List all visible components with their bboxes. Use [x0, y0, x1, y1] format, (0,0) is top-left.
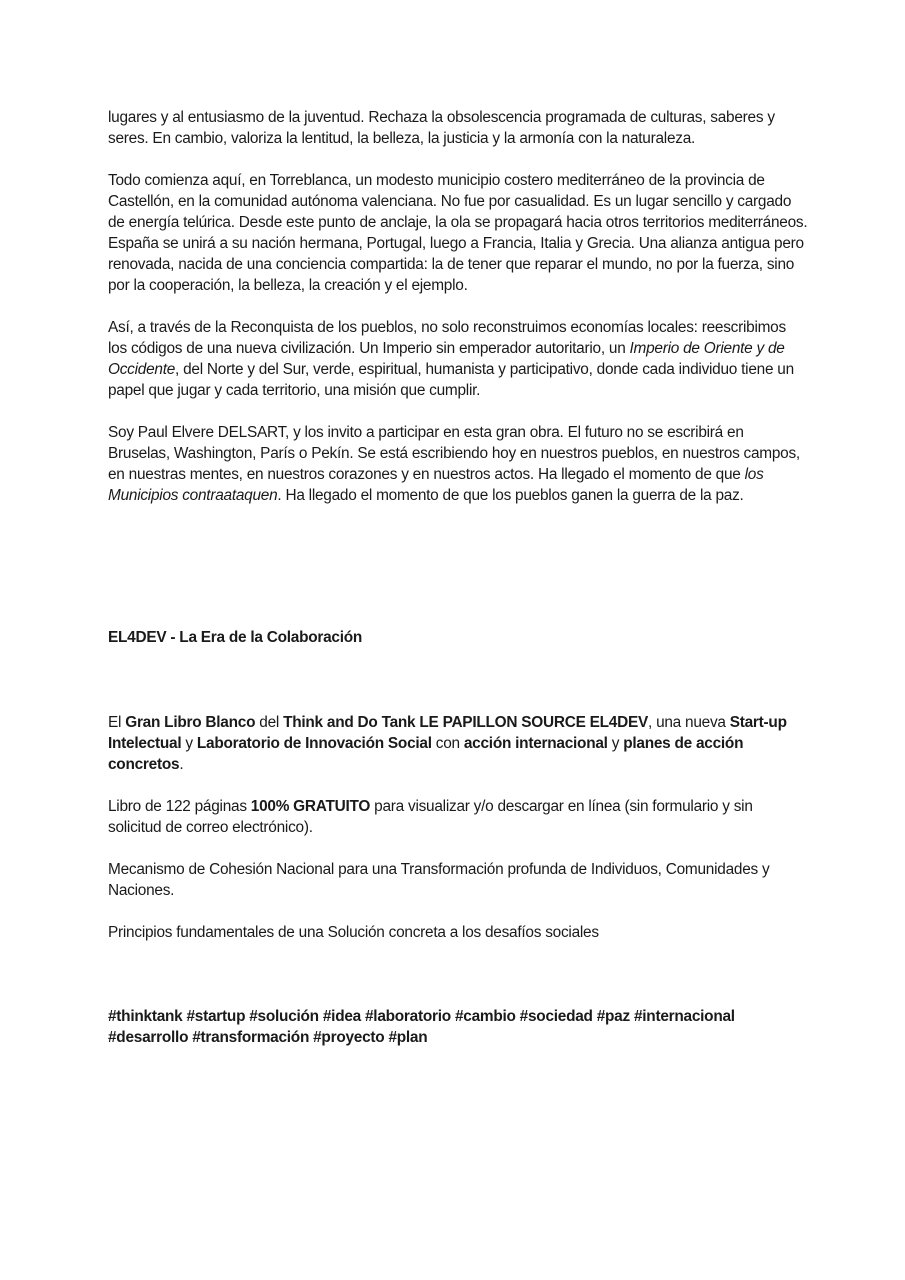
intro-text-4: y [181, 735, 197, 752]
hashtags: #thinktank #startup #solución #idea #laboratorio #cambio #sociedad #paz #internacional #desarrollo #transformación #proyecto #plan [108, 1008, 735, 1046]
intro-bold-3: Start-up Intelectual [108, 714, 787, 752]
intro-bold-6: planes de acción concretos [108, 735, 744, 773]
paragraph-4-text-a: Soy Paul Elvere DELSART, y los invito a participar en esta gran obra. El futuro no se escribirá en Bruselas, Washington, París o Pekín. Se está escribiendo hoy en nuestros pueblos, en nuestros campos, en nuestras mentes, en nuestros corazones y en nuestros actos. Ha llegado el momento de que [108, 424, 800, 483]
book-paragraph [108, 796, 808, 838]
paragraph-3-italic: Imperio de Oriente y de Occidente [108, 340, 785, 378]
intro-text-5: con [431, 735, 464, 752]
mechanism-paragraph: Mecanismo de Cohesión Nacional para una Transformación profunda de Individuos, Comunidades y Naciones. [108, 861, 770, 899]
paragraph-3 [108, 317, 808, 401]
paragraph-3-text-b: , del Norte y del Sur, verde, espiritual, humanista y participativo, donde cada individuo tiene un papel que jugar y cada territorio, una misión que cumplir. [108, 361, 794, 399]
intro-paragraph [108, 712, 808, 775]
principles-paragraph: Principios fundamentales de una Solución concreta a los desafíos sociales [108, 924, 599, 941]
intro-bold-5: acción internacional [463, 735, 608, 752]
book-bold-free: 100% GRATUITO [250, 798, 371, 815]
intro-text-3: , una nueva [648, 714, 730, 731]
intro-bold-1: Gran Libro Blanco [125, 714, 256, 731]
paragraph-4 [108, 422, 808, 506]
intro-bold-4: Laboratorio de Innovación Social [196, 735, 432, 752]
intro-text-6: y [607, 735, 624, 752]
intro-text-7: . [179, 756, 184, 773]
book-text-1: Libro de 122 páginas [108, 798, 251, 815]
document-page [108, 107, 808, 1048]
paragraph-2: Todo comienza aquí, en Torreblanca, un modesto municipio costero mediterráneo de la provincia de Castellón, en la comunidad autónoma valenciana. No fue por casualidad. Es un lugar sencillo y cargado de energía telúrica. Desde este punto de anclaje, la ola se propagará hacia otros territorios mediterráneos. España se unirá a su nación hermana, Portugal, luego a Francia, Italia y Grecia. Una alianza antigua pero renovada, nacida de una conciencia compartida: la de tener que reparar el mundo, no por la fuerza, sino por la cooperación, la belleza, la creación y el ejemplo. [108, 172, 808, 294]
paragraph-4-text-b: . Ha llegado el momento de que los pueblos ganen la guerra de la paz. [277, 487, 744, 504]
intro-text-1: El [108, 714, 126, 731]
paragraph-4-italic: los Municipios contraataquen [108, 466, 764, 504]
paragraph-3-text-a: Así, a través de la Reconquista de los pueblos, no solo reconstruimos economías locales: reescribimos los códigos de una nueva civilización. Un Imperio sin emperador autoritario, un [108, 319, 786, 357]
intro-text-2: del [255, 714, 284, 731]
section-heading: EL4DEV - La Era de la Colaboración [108, 629, 363, 646]
intro-bold-2: Think and Do Tank LE PAPILLON SOURCE EL4DEV [283, 714, 649, 731]
book-text-2: para visualizar y/o descargar en línea (sin formulario y sin solicitud de correo electrónico). [108, 798, 753, 836]
paragraph-1: lugares y al entusiasmo de la juventud. Rechaza la obsolescencia programada de culturas, saberes y seres. En cambio, valoriza la lentitud, la belleza, la justicia y la armonía con la naturaleza. [108, 109, 775, 147]
